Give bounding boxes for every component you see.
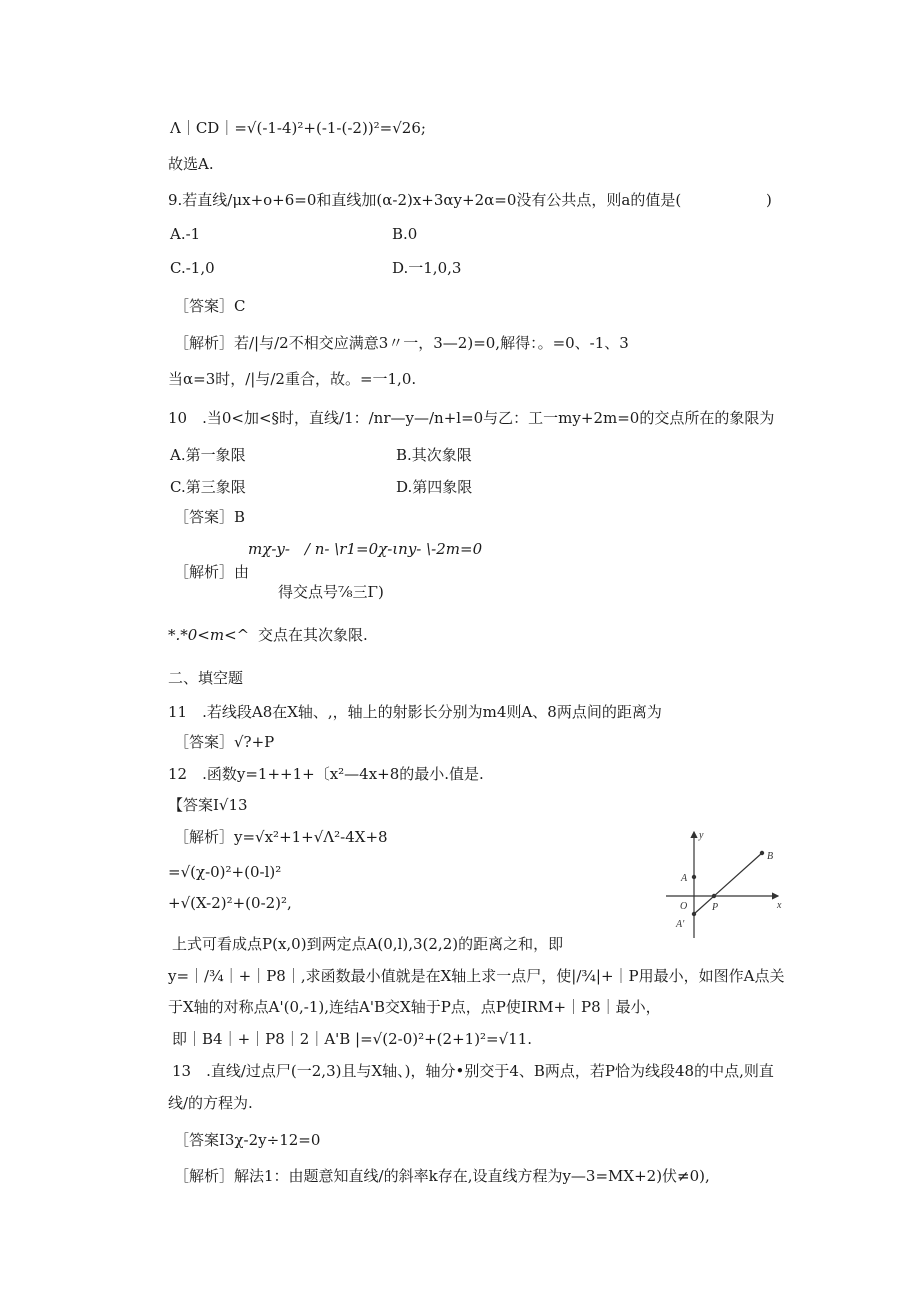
q12-explanation-5: y=｜∕¾｜+｜P8｜,求函数最小值就是在X轴上求一点尸，使|∕¾|+｜P用最小，如图作A点关 [168,967,785,985]
question-9: 9.若直线/μx+o+6=0和直线加(α-2)x+3αy+2α=0没有公共点，则a的值是( [168,191,682,209]
q12-explanation-2: =√(χ-0)²+(0-l)² [168,863,282,881]
coordinate-figure [660,826,790,942]
q10-condition: *.*0<m<^ [168,626,250,644]
q12-explanation-3: +√(X-2)²+(0-2)², [168,894,292,912]
q9-option-b: B.0 [392,225,418,243]
section-fill-in-blank: 二、填空题 [168,669,244,687]
label-x: x [777,900,782,911]
label-a-prime: A' [676,919,685,930]
q9-explanation-1: ［解析］若/|与/2不相交应满意3〃一，3—2)=0,解得：。=0、-1、3 [174,334,629,352]
question-10: 10 .当0<加<§时，直线/1：/nr—y—/n+l=0与乙：工一my+2m=0的交点所在的象限为 [168,409,775,427]
point-b [760,851,764,855]
line-choose-a: 故选A. [168,155,214,173]
point-p [712,894,716,898]
label-p: P [712,902,719,913]
q13-explanation: ［解析］解法1：由题意知直线/的斜率k存在,设直线方程为y—3=MX+2)伏≠0), [174,1167,710,1185]
line-cd-distance: Λ｜CD｜=√(-1-4)²+(-1-(-2))²=√26; [170,119,426,137]
point-a-prime [692,912,696,916]
q12-answer: 【答案I√13 [168,796,248,814]
q10-conclusion: 交点在其次象限. [258,626,368,644]
label-a: A [681,873,688,884]
q10-answer: ［答案］B [174,508,246,526]
question-12: 12 .函数y=1++1+〔x²—4x+8的最小.值是. [168,765,484,783]
q9-explanation-2: 当α=3时，/|与/2重合，故。=一1,0. [168,370,417,388]
q13-answer: ［答案I3χ-2y÷12=0 [174,1131,321,1149]
q12-explanation-6: 于X轴的对称点A'(0,-1),连结A'B交X轴于P点，点P使IRM+｜P8｜最小， [168,998,661,1016]
question-11: 11 .若线段A8在X轴、,，轴上的射影长分别为m4则A、8两点间的距离为 [168,703,662,721]
q9-option-a: A.-1 [170,225,201,243]
q10-option-d: D.第四象限 [396,478,473,496]
label-b: B [767,851,774,862]
question-13-line-1: 13 .直线/过点尸(一2,3)且与X轴、)，轴分•别交于4、B两点，若P恰为线段48的中点,则直 [172,1062,774,1080]
q10-equation-system: mχ-y- / n- \r1=0χ-ιny- \-2m=0 [248,540,483,558]
label-origin: O [680,901,688,912]
point-a [692,875,696,879]
question-13-line-2: 线/的方程为. [168,1094,253,1112]
question-9-close-paren: ) [766,191,772,209]
q12-explanation-1: ［解析］y=√x²+1+√Λ²-4X+8 [174,828,388,846]
q9-option-c: C.-1,0 [170,259,215,277]
q12-explanation-4: 上式可看成点P(x,0)到两定点A(0,l),3(2,2)的距离之和，即 [172,935,564,953]
segment-a-prime-b [694,853,762,914]
q10-explanation: ［解析］由 [174,563,250,581]
q9-answer: ［答案］C [174,297,246,315]
q9-option-d: D.一1,0,3 [392,259,462,277]
q11-answer: ［答案］√?+P [174,733,275,751]
q10-option-c: C.第三象限 [170,478,246,496]
label-y: y [699,830,704,841]
q10-intersection: 得交点号⅞三Γ) [278,583,384,601]
q12-explanation-7: 即｜B4｜+｜P8｜2｜A'B |=√(2-0)²+(2+1)²=√11. [172,1030,533,1048]
q10-option-a: A.第一象限 [170,446,246,464]
q10-option-b: B.其次象限 [396,446,472,464]
